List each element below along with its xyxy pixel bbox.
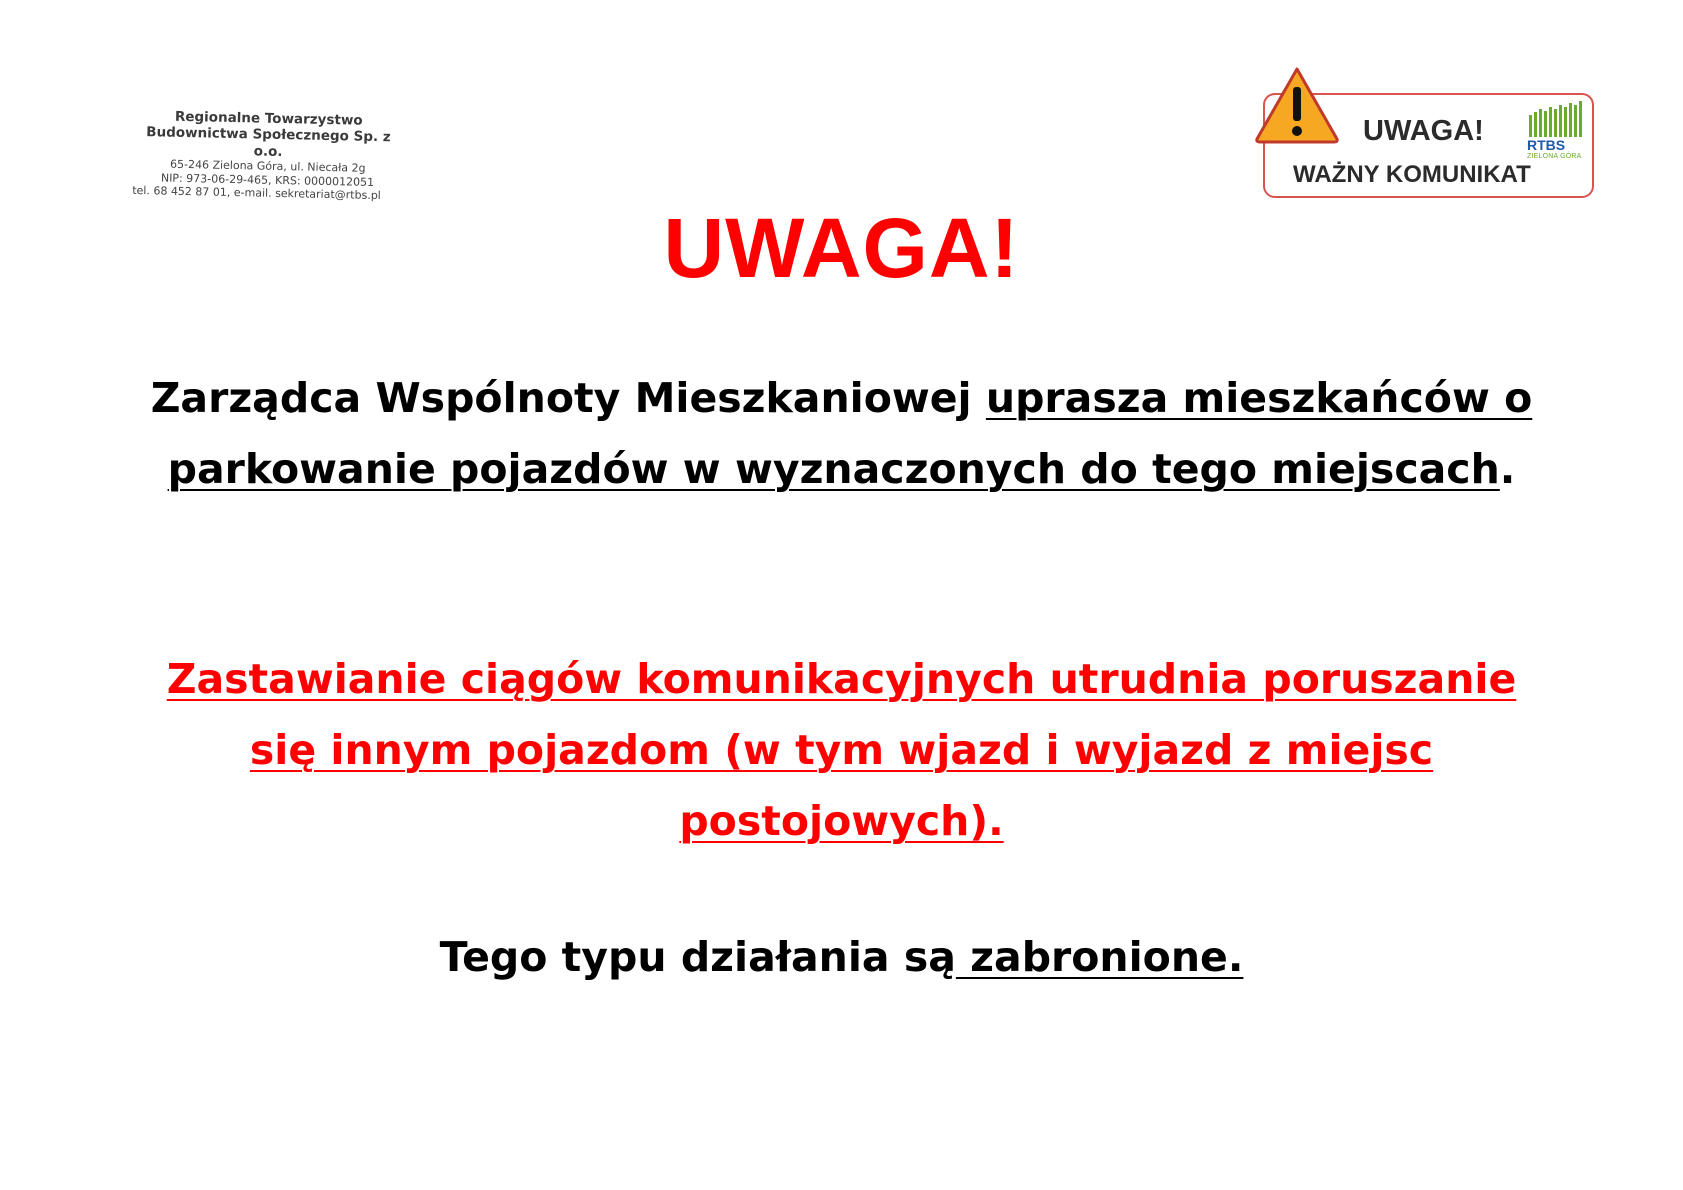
paragraph3-underlined: zabronione. — [955, 933, 1244, 981]
stamp-line-1: Regionalne Towarzystwo — [174, 108, 363, 129]
badge-title: UWAGA! — [1363, 115, 1484, 147]
obstruction-warning-paragraph — [150, 644, 1533, 857]
badge-subtitle: WAŻNY KOMUNIKAT — [1293, 161, 1531, 188]
paragraph1-end: . — [1499, 445, 1516, 493]
stamp-line-4: NIP: 973-06-29-465, KRS: 0000012051 — [160, 171, 375, 189]
paragraph2-underlined: Zastawianie ciągów komunikacyjnych utrudnia poruszanie się innym pojazdom (w tym wjazd i wyjazd z miejsc postojowych). — [166, 655, 1517, 845]
paragraph1-plain: Zarządca Wspólnoty Mieszkaniowej — [150, 374, 986, 422]
rtbs-logo-bars-icon — [1528, 101, 1584, 137]
stamp-line-5: tel. 68 452 87 01, e-mail. sekretariat@rtbs.pl — [132, 184, 381, 203]
paragraph1-underlined: uprasza mieszkańców o parkowanie pojazdów w wyznaczonych do tego miejscach — [167, 374, 1533, 493]
stamp-line-3: 65-246 Zielona Góra, ul. Niecała 2g — [169, 158, 366, 176]
page-title: UWAGA! — [663, 201, 1020, 295]
company-stamp — [132, 108, 400, 203]
warning-badge — [1263, 93, 1594, 198]
stamp-line-2: Budownictwa Społecznego Sp. z o.o. — [146, 124, 391, 160]
parking-request-paragraph — [150, 363, 1533, 505]
rtbs-logo-text: RTBS — [1527, 137, 1566, 153]
paragraph3-plain: Tego typu działania są — [439, 933, 956, 981]
warning-triangle-icon — [1253, 65, 1341, 145]
rtbs-logo-subtext: ZIELONA GÓRA — [1527, 153, 1582, 160]
prohibition-paragraph — [150, 922, 1533, 993]
